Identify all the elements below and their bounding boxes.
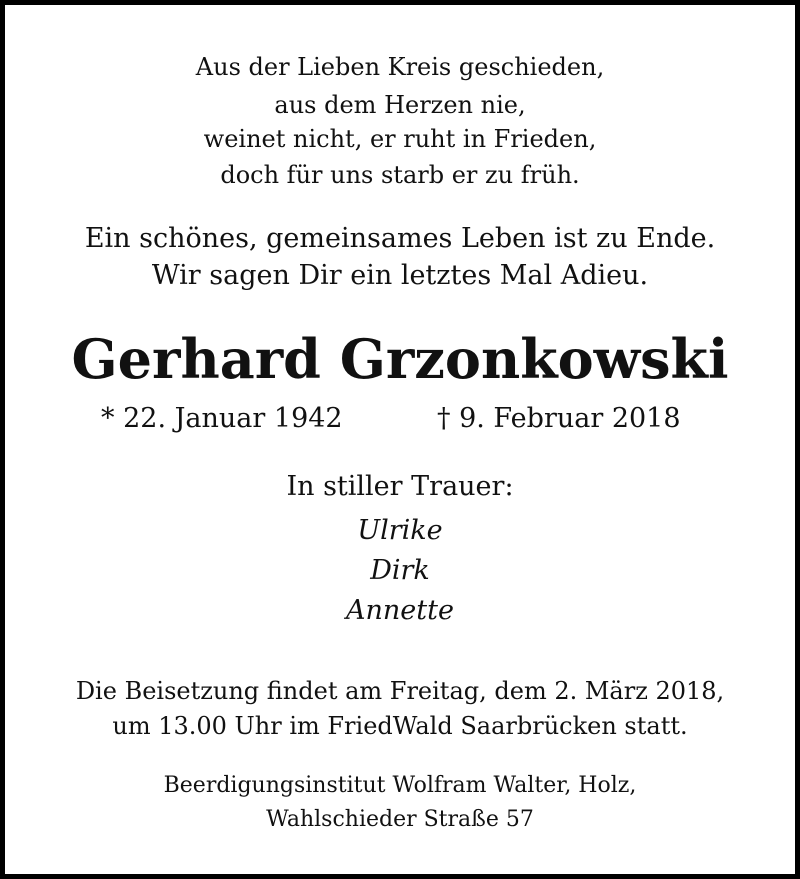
deceased-name: Gerhard Grzonkowski xyxy=(71,327,729,391)
burial-line-2: um 13.00 Uhr im FriedWald Saarbrücken statt. xyxy=(112,712,688,740)
verse-line-1: Aus der Lieben Kreis geschieden, xyxy=(195,53,605,81)
undertaker-line-1: Beerdigungsinstitut Wolfram Walter, Holz, xyxy=(163,773,637,798)
verse-line-2: aus dem Herzen nie, xyxy=(274,91,526,119)
mourner-name: Ulrike xyxy=(357,515,443,546)
mourner-name: Annette xyxy=(346,595,454,626)
intro-line-1: Ein schönes, gemeinsames Leben ist zu Ende. xyxy=(84,223,716,254)
burial-line-1: Die Beisetzung findet am Freitag, dem 2. März 2018, xyxy=(75,677,725,705)
mourner-name: Dirk xyxy=(370,555,430,586)
intro-line-2: Wir sagen Dir ein letztes Mal Adieu. xyxy=(151,260,649,291)
birth-date: * 22. Januar 1942 xyxy=(101,403,343,434)
verse-line-3: weinet nicht, er ruht in Frieden, xyxy=(203,125,597,153)
undertaker-line-2: Wahlschieder Straße 57 xyxy=(266,807,534,832)
life-dates xyxy=(5,403,795,437)
verse-line-4: doch für uns starb er zu früh. xyxy=(220,161,580,189)
mourning-heading: In stiller Trauer: xyxy=(286,471,514,502)
death-date: † 9. Februar 2018 xyxy=(437,403,681,434)
